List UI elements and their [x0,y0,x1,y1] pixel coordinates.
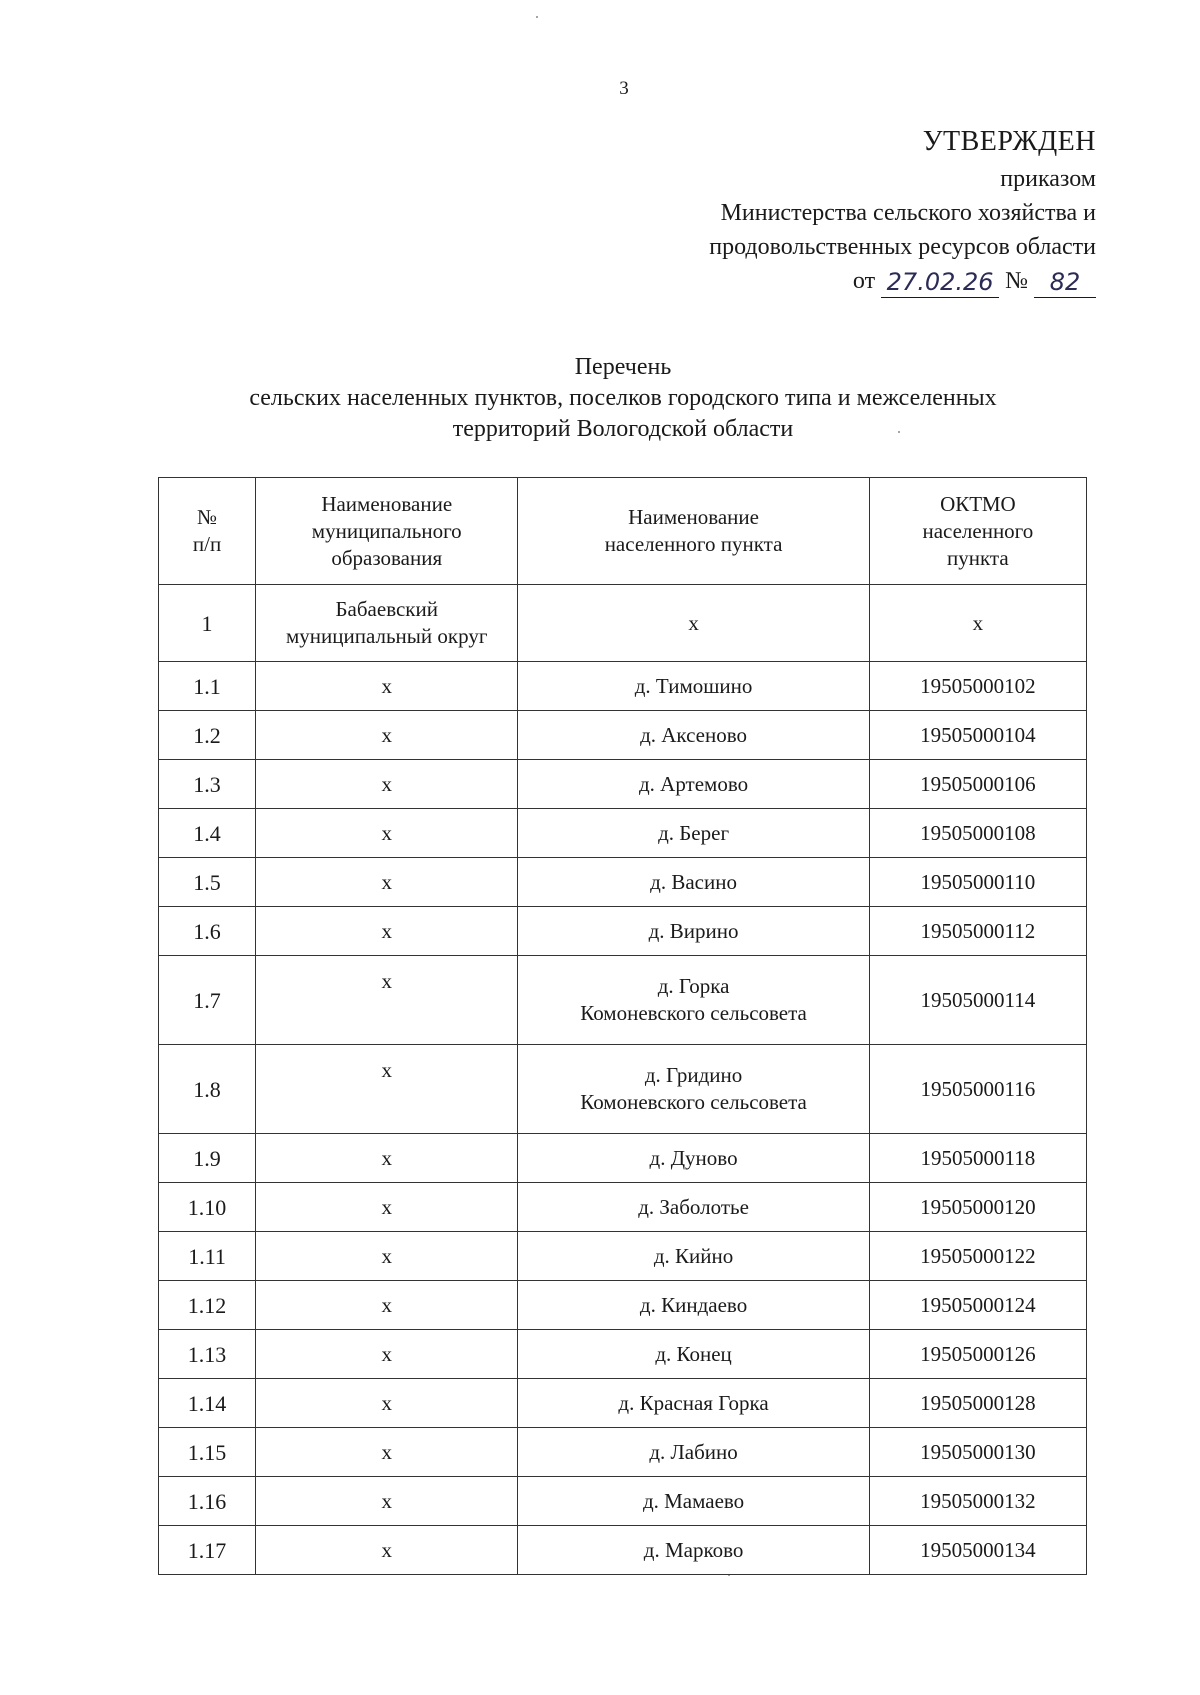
cell-number: 1.17 [159,1526,256,1575]
header-municipality [256,478,518,585]
cell-municipality [256,1428,518,1477]
cell-oktmo: 19505000116 [869,1045,1086,1134]
cell-settlement [518,1379,869,1428]
cell-number: 1.3 [159,760,256,809]
cell-settlement [518,956,869,1045]
cell-municipality-line: х [381,1194,392,1219]
cell-settlement [518,1330,869,1379]
cell-settlement-line: д. Лабино [649,1439,738,1464]
cell-municipality [256,1477,518,1526]
cell-municipality [256,711,518,760]
cell-settlement-line: д. Гридино [644,1063,743,1087]
header-oktmo-line: населенного [922,518,1034,543]
cell-oktmo: 19505000124 [869,1281,1086,1330]
header-municipality-line: образования [331,545,443,570]
cell-settlement-line: Комоневского сельсовета [580,1090,807,1114]
table-row [159,662,1087,711]
cell-settlement-line: Комоневского сельсовета [580,1001,807,1025]
table-row [159,1183,1087,1232]
table-row [159,1526,1087,1575]
cell-municipality [256,1526,518,1575]
cell-number: 1.15 [159,1428,256,1477]
table-row [159,1477,1087,1526]
approval-line-3: продовольственных ресурсов области [709,234,1096,260]
cell-municipality-line: х [381,869,392,894]
cell-number: 1.11 [159,1232,256,1281]
cell-settlement-line: д. Заболотье [638,1194,749,1219]
cell-settlement-line: д. Киндаево [639,1292,748,1317]
cell-number: 1.13 [159,1330,256,1379]
header-oktmo-line: ОКТМО [940,491,1016,516]
header-number [159,478,256,585]
cell-number: 1.9 [159,1134,256,1183]
table-row [159,1045,1087,1134]
cell-municipality-line: х [381,969,392,993]
cell-settlement [518,1428,869,1477]
cell-settlement [518,760,869,809]
table-row [159,1428,1087,1477]
cell-oktmo: 19505000114 [869,956,1086,1045]
cell-number: 1.16 [159,1477,256,1526]
cell-number: 1 [159,585,256,662]
table-body [159,585,1087,1575]
cell-municipality [256,585,518,662]
cell-oktmo: 19505000102 [869,662,1086,711]
table-row [159,858,1087,907]
header-municipality-line: муниципального [311,518,462,543]
cell-number: 1.7 [159,956,256,1045]
approval-date-line [853,264,1096,298]
handwritten-number: 82 [1034,267,1096,298]
cell-municipality [256,809,518,858]
cell-oktmo: 19505000126 [869,1330,1086,1379]
cell-settlement [518,907,869,956]
cell-settlement [518,585,869,662]
cell-municipality [256,1330,518,1379]
cell-municipality [256,1045,518,1134]
table-header-row [159,478,1087,585]
cell-settlement [518,1045,869,1134]
cell-settlement-line: д. Артемово [638,771,749,796]
cell-settlement-line: д. Мамаево [642,1488,745,1513]
cell-number: 1.5 [159,858,256,907]
cell-settlement-line: д. Марково [643,1537,744,1562]
handwritten-date: 27.02.26 [881,267,999,298]
cell-settlement [518,858,869,907]
settlements-table [158,477,1087,1575]
cell-municipality-line: х [381,1390,392,1415]
cell-oktmo: 19505000112 [869,907,1086,956]
cell-municipality-line: Бабаевский [335,597,438,621]
table-row [159,711,1087,760]
cell-settlement [518,711,869,760]
approval-block [709,122,1096,298]
cell-oktmo: 19505000128 [869,1379,1086,1428]
cell-municipality [256,956,518,1045]
cell-oktmo: 19505000106 [869,760,1086,809]
cell-municipality-line: х [381,1145,392,1170]
cell-number: 1.10 [159,1183,256,1232]
document-title [150,352,1096,445]
header-municipality-line: Наименование [321,491,453,516]
cell-municipality-line: х [381,1488,392,1513]
cell-settlement [518,1526,869,1575]
table-row [159,1232,1087,1281]
table-row [159,1281,1087,1330]
cell-oktmo: 19505000134 [869,1526,1086,1575]
header-number-line: № [197,505,218,529]
table-row [159,907,1087,956]
cell-number: 1.12 [159,1281,256,1330]
cell-municipality [256,1134,518,1183]
table-row [159,585,1087,662]
table-row [159,809,1087,858]
cell-settlement [518,1232,869,1281]
cell-settlement-line: д. Вирино [648,918,739,943]
cell-settlement-line: д. Красная Горка [618,1390,769,1415]
cell-municipality-line: х [381,722,392,747]
cell-settlement-line: д. Васино [650,869,737,894]
cell-settlement [518,1477,869,1526]
cell-municipality-line: х [381,918,392,943]
document-title-line-3: территорий Вологодской области [452,416,794,442]
header-number-line: п/п [192,532,222,556]
cell-municipality [256,662,518,711]
cell-number: 1.8 [159,1045,256,1134]
cell-municipality [256,1232,518,1281]
cell-municipality-line: х [381,673,392,698]
cell-oktmo: 19505000104 [869,711,1086,760]
cell-municipality [256,1183,518,1232]
cell-municipality-line: х [381,1537,392,1562]
number-sign: № [1005,268,1028,294]
cell-municipality [256,1281,518,1330]
table-row [159,760,1087,809]
header-oktmo [869,478,1086,585]
cell-number: 1.4 [159,809,256,858]
date-prefix: от [852,268,876,294]
cell-municipality-line: х [381,1243,392,1268]
cell-municipality-line: х [381,771,392,796]
header-oktmo-line: пункта [947,545,1009,570]
document-title-line-2: сельских населенных пунктов, поселков городского типа и межселенных [249,385,997,411]
cell-oktmo: 19505000108 [869,809,1086,858]
cell-oktmo: х [869,585,1086,662]
cell-municipality-line: муниципальный округ [286,624,488,648]
cell-settlement-line: д. Тимошино [634,673,753,698]
cell-municipality [256,907,518,956]
cell-number: 1.2 [159,711,256,760]
header-settlement [518,478,869,585]
cell-number: 1.6 [159,907,256,956]
approval-title: УТВЕРЖДЕН [922,126,1096,157]
cell-settlement-line: д. Конец [655,1341,732,1366]
cell-settlement [518,662,869,711]
cell-settlement-line: д. Берег [658,820,730,845]
table-row [159,1330,1087,1379]
table-row [159,956,1087,1045]
cell-settlement-line: х [688,610,699,635]
cell-settlement-line: д. Аксеново [640,722,748,747]
cell-municipality [256,1379,518,1428]
approval-line-2: Министерства сельского хозяйства и [720,200,1096,226]
cell-municipality-line: х [381,820,392,845]
cell-settlement-line: д. Горка [657,974,730,998]
cell-settlement-line: д. Дуново [649,1145,738,1170]
document-title-line-1: Перечень [574,354,672,380]
cell-municipality-line: х [381,1341,392,1366]
cell-number: 1.1 [159,662,256,711]
cell-settlement [518,1183,869,1232]
cell-oktmo: 19505000118 [869,1134,1086,1183]
cell-oktmo: 19505000122 [869,1232,1086,1281]
page-number: 3 [619,78,629,99]
header-settlement-line: населенного пункта [604,532,783,556]
cell-settlement [518,1134,869,1183]
cell-oktmo: 19505000130 [869,1428,1086,1477]
cell-number: 1.14 [159,1379,256,1428]
cell-municipality [256,858,518,907]
cell-municipality-line: х [381,1058,392,1082]
approval-line-1: приказом [1000,166,1096,192]
header-settlement-line: Наименование [628,505,759,529]
table-row [159,1134,1087,1183]
cell-settlement-line: д. Кийно [653,1243,734,1268]
cell-municipality [256,760,518,809]
cell-oktmo: 19505000110 [869,858,1086,907]
cell-oktmo: 19505000120 [869,1183,1086,1232]
cell-oktmo: 19505000132 [869,1477,1086,1526]
table-row [159,1379,1087,1428]
cell-settlement [518,1281,869,1330]
cell-settlement [518,809,869,858]
cell-municipality-line: х [381,1439,392,1464]
cell-municipality-line: х [381,1292,392,1317]
